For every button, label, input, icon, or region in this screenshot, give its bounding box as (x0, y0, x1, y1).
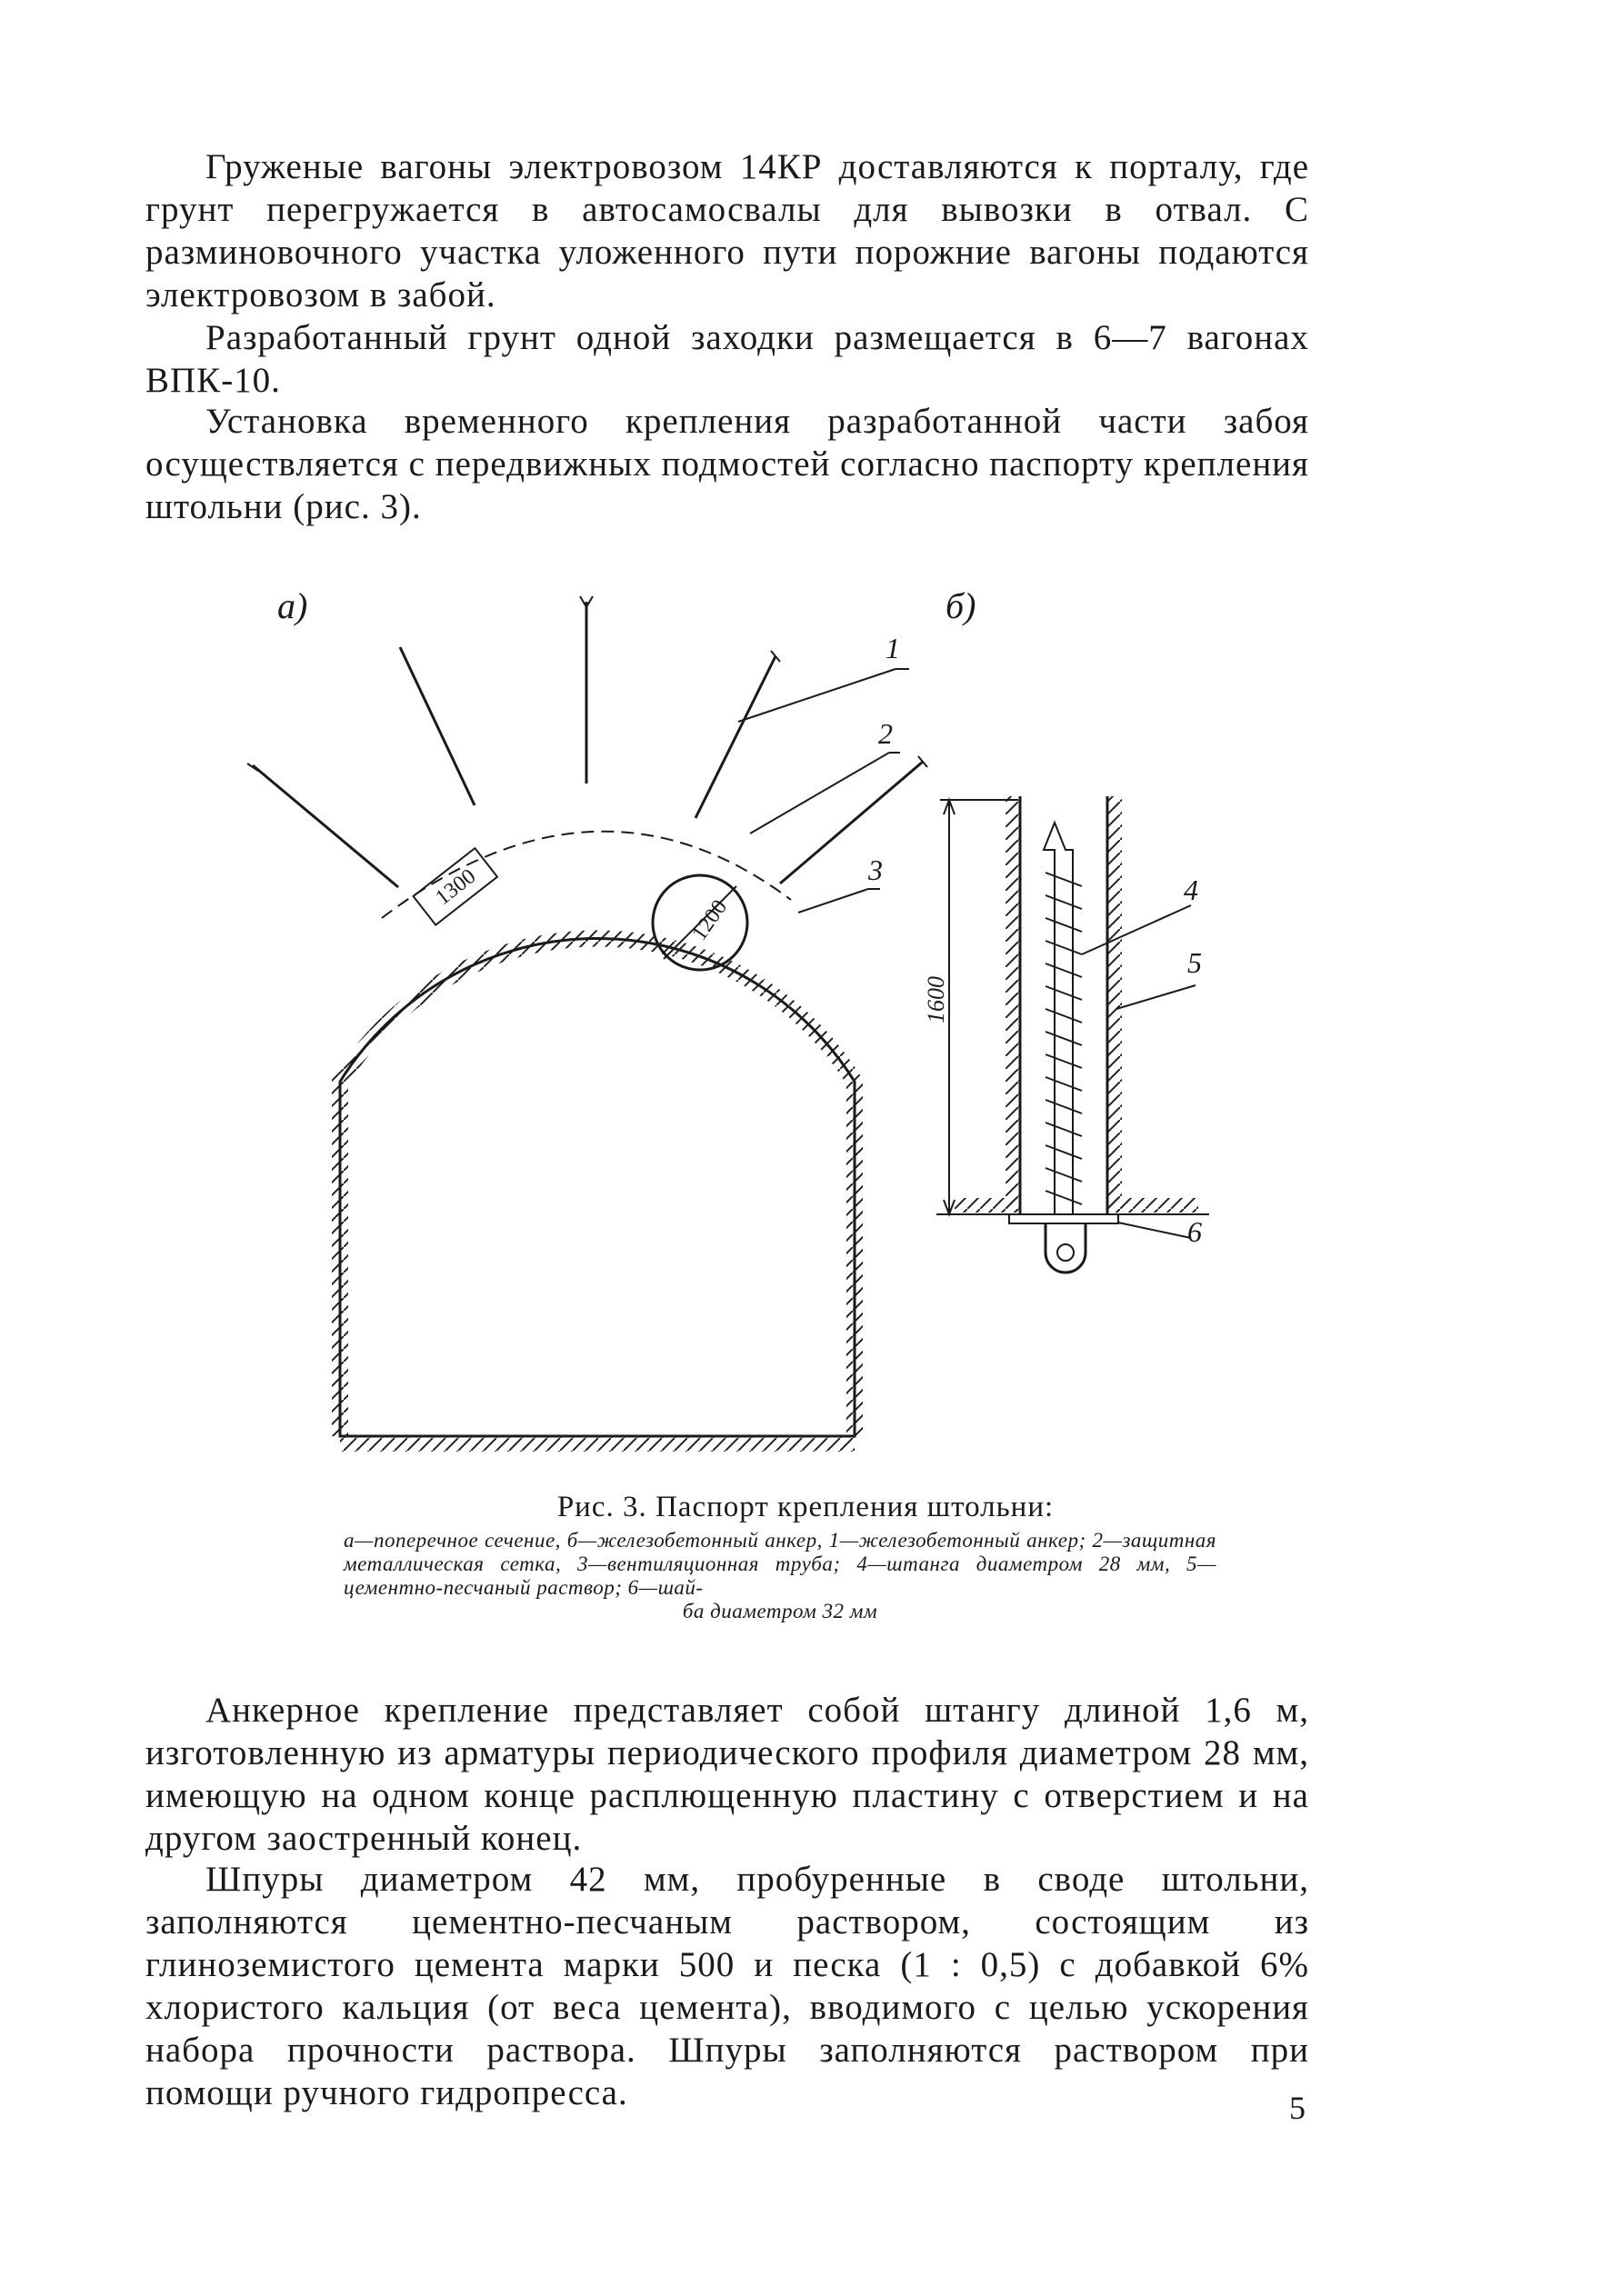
anchor-plate (1046, 1223, 1086, 1273)
page-number: 5 (1289, 2090, 1306, 2126)
label-b: б) (946, 585, 976, 626)
anchor-support-figure (0, 545, 1611, 1500)
label-a: а) (277, 585, 308, 626)
callout-5: 5 (1187, 946, 1202, 979)
anchor-detail-b (936, 796, 1209, 1273)
callout-1: 1 (886, 632, 900, 664)
callout-2: 2 (878, 717, 893, 750)
figure-caption-last-line: ба диаметром 32 мм (682, 1600, 878, 1622)
dimension-1300-tag (414, 848, 497, 924)
paragraph-1: Груженые вагоны электровозом 14КР доставляются к порталу, где грунт перегружается в автосамосвалы для вывозки в отвал. С разминовочного участка уложенного пути порожние вагоны подаются электровозом в забой. (145, 147, 1309, 314)
anchors (253, 602, 923, 887)
cross-section-a (247, 596, 927, 1443)
paragraph-4: Анкерное крепление представляет собой штангу длиной 1,6 м, изготовленную из арматуры периодического профиля диаметром 28 мм, имеющую на одном конце расплющенную пластину с отверстием и на другом заостренный конец. (145, 1691, 1309, 1858)
callout-6: 6 (1187, 1215, 1202, 1248)
ground-hatch (340, 938, 855, 1436)
callout-3: 3 (868, 854, 883, 886)
dimension-1300: 1300 (431, 864, 481, 911)
dimension-1200: 1200 (687, 895, 733, 945)
figure-caption-text: а—поперечное сечение, б—железобетонный анкер, 1—железобетонный анкер; 2—защитная металлическая сетка, 3—вентиляционная труба; 4—штанга диаметром 28 мм, 5—цементно-песчаный раствор; 6—шай- (344, 1529, 1216, 1599)
paragraph-5: Шпуры диаметром 42 мм, пробуренные в своде штольни, заполняются цементно-песчаным раствором, состоящим из глиноземистого цемента марки 500 и песка (1 : 0,5) с добавкой 6% хлористого кальция (от веса цемента), вводимого с целью ускорения набора прочности раствора. Шпуры заполняются раствором при помощи ручного гидропресса. (145, 1860, 1309, 2112)
paragraph-2: Разработанный грунт одной заходки размещается в 6—7 вагонах ВПК-10. (145, 318, 1309, 400)
paragraph-3: Установка временного крепления разработанной части забоя осуществляется с передвижных подмостей согласно паспорту крепления штольни (рис. 3). (145, 402, 1309, 526)
figure-caption-body (344, 1529, 1216, 1623)
dimension-1600: 1600 (923, 976, 949, 1023)
callout-4: 4 (1184, 873, 1198, 906)
figure-caption-title: Рис. 3. Паспорт крепления штольни: (556, 1491, 1055, 1523)
